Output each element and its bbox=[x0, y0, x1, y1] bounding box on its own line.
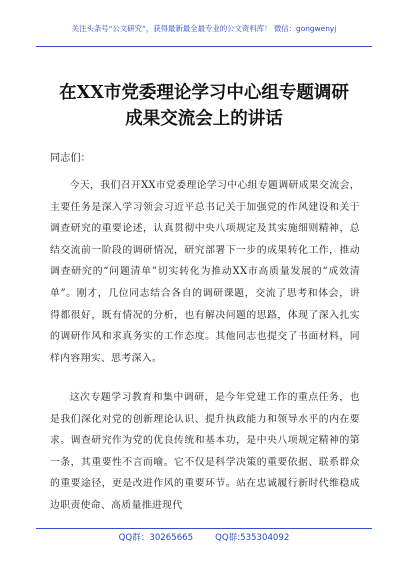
page-footer bbox=[36, 528, 372, 549]
page-header bbox=[36, 22, 372, 47]
paragraph-2 bbox=[50, 387, 360, 517]
header-notice: 关注头条号“公文研究”，获得最新最全最专业的公文资料库！ 微信：gongwenyj bbox=[71, 24, 337, 33]
paragraph-1 bbox=[50, 175, 360, 369]
paragraph-1-text: 今天，我们召开XX市党委理论学习中心组专题调研成果交流会，主要任务是深入学习领会习近平总书记关于加强党的作风建设和关于调查研究的重要论述，认真贯彻中央八项规定及其实施细则精神，总结交流前一阶段的调研情况，研究部署下一步的成果转化工作，推动调查研究的“问题清单”切实转化为推动XX市高质量发展的“成效清单”。刚才，几位同志结合各自的调研课题，交流了思考和体会，讲得都很好，既有情况的分析，也有解决问题的思路，体现了深入扎实的调研作风和求真务实的工作态度。其他同志也提交了书面材料，同样内容翔实、思考深入。 bbox=[50, 180, 360, 364]
title-line-1: 在XX市党委理论学习中心组专题调研 bbox=[59, 83, 349, 103]
footer-qq-group-1: QQ群：30265665 bbox=[118, 533, 194, 543]
document-title bbox=[30, 80, 378, 132]
title-line-2: 成果交流会上的讲话 bbox=[125, 109, 283, 129]
salutation: 同志们： bbox=[50, 153, 91, 164]
footer-qq-group-2: QQ群:535304092 bbox=[215, 533, 290, 543]
paragraph-2-text: 这次专题学习教育和集中调研，是今年党建工作的重点任务，也是我们深化对党的创新理论认识、提升执政能力和领导水平的内在要求。调查研究作为党的优良传统和基本功，是中央八项规定精神的第一条，其重要性不言而喻。它不仅是科学决策的重要依据、联系群众的重要途径，更是改进作风的重要环节。站在忠诚履行新时代维稳成边职责使命、高质量推进现代 bbox=[50, 392, 360, 511]
